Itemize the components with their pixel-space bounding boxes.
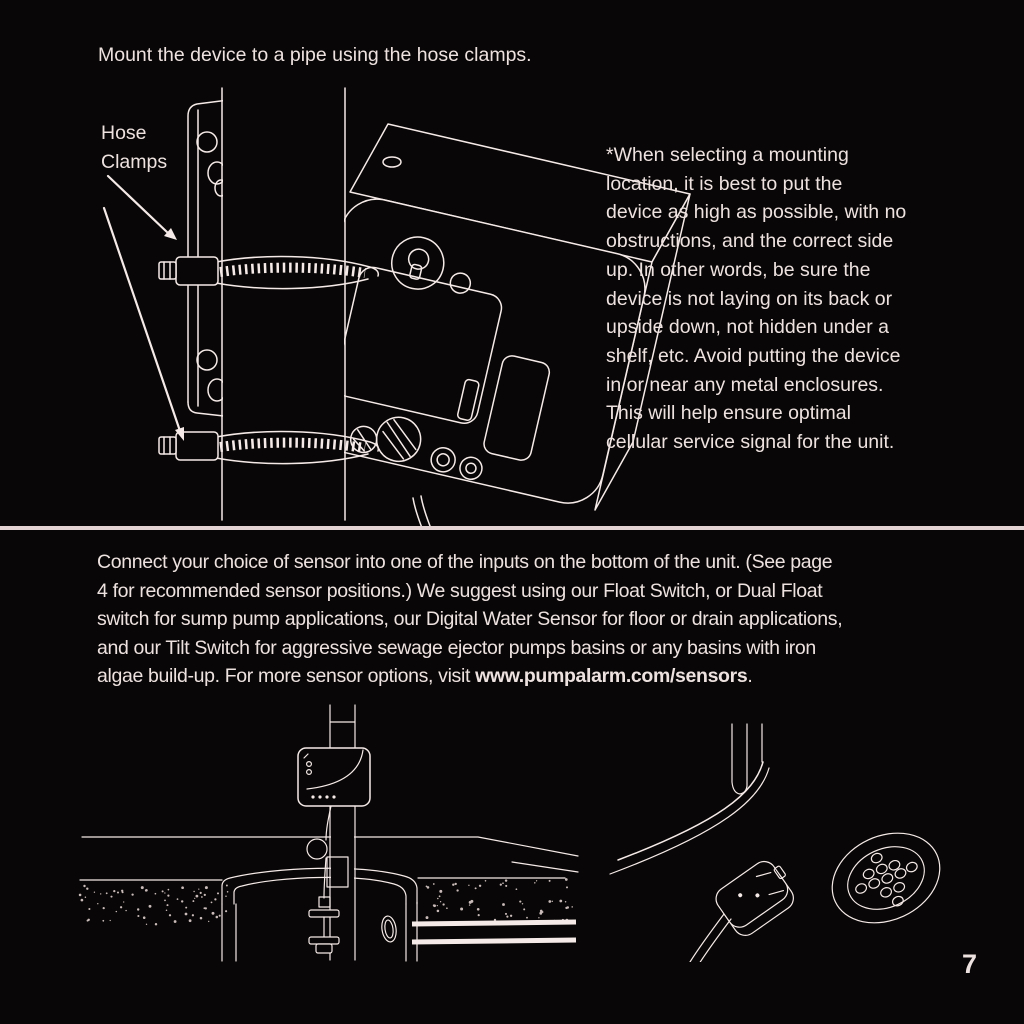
pipe [330,705,355,960]
text-line: 4 for recommended sensor positions.) We suggest using our Float Switch, or Dual Float [97,579,823,602]
discharge-pipes [412,922,576,942]
ground-stipple-left [79,885,229,926]
sensors-url: www.pumpalarm.com/sensors [475,665,748,688]
text-line: device as high as possible, with no [606,201,907,224]
sensor-paragraph [97,548,987,691]
text-line: This will help ensure optimal [606,402,851,425]
hose-clamps-arrows [104,176,184,441]
text-line: device is not laying on its back or [606,287,893,310]
sensor-paragraph-last-line [97,662,987,691]
text-line: upside down, not hidden under a [606,316,889,339]
cable-ring [307,839,327,859]
drain-holes [845,840,929,920]
device-cable [413,498,422,528]
ground-stipple-right [426,878,573,924]
clamp-screw-housing [176,257,218,285]
text-line: *When selecting a mounting [606,144,849,166]
hose-clamps-label-line1: Hose [101,122,147,144]
text-line: cellular service signal for the unit. [606,431,895,454]
sensor-cable [690,914,731,962]
last-line-prefix: algae build-up. For more sensor options, visit [97,665,476,688]
text-line: switch for sump pump applications, our Digital Water Sensor for floor or drain applications, [97,608,843,631]
clamp-bolt [159,262,176,279]
digital-water-sensor [690,854,802,962]
floor-lines [80,837,578,880]
floor-drain [817,816,954,939]
text-line: Connect your choice of sensor into one of the inputs on the bottom of the unit. (See page [97,551,833,573]
text-line: up. In other words, be sure the [606,258,871,281]
alarm-device [298,748,370,806]
text-line: location, it is best to put the [606,172,843,195]
hose-clamps-label-line2: Clamps [101,151,168,173]
hose-clamps-label [101,119,167,177]
last-line-suffix: . [747,665,753,688]
water-heater-base [610,724,769,874]
text-line: shelf, etc. Avoid putting the device [606,344,901,367]
sensor-paragraph-lines [97,548,987,662]
water-sensor-diagram [600,710,980,962]
basin-port-hole [380,915,397,943]
pipe [222,88,345,520]
page-number: 7 [962,949,978,979]
sump-basin-diagram [60,700,580,962]
mounting-note [606,141,986,457]
text-line: in or near any metal enclosures. [606,373,884,396]
text-line: obstructions, and the correct side [606,230,894,253]
section-divider [0,526,1024,530]
page-heading: Mount the device to a pipe using the hose clamps. [98,44,532,66]
text-line: and our Tilt Switch for aggressive sewage ejector pumps basins or any basins with iron [97,636,816,659]
clamp-bolt [159,437,176,454]
